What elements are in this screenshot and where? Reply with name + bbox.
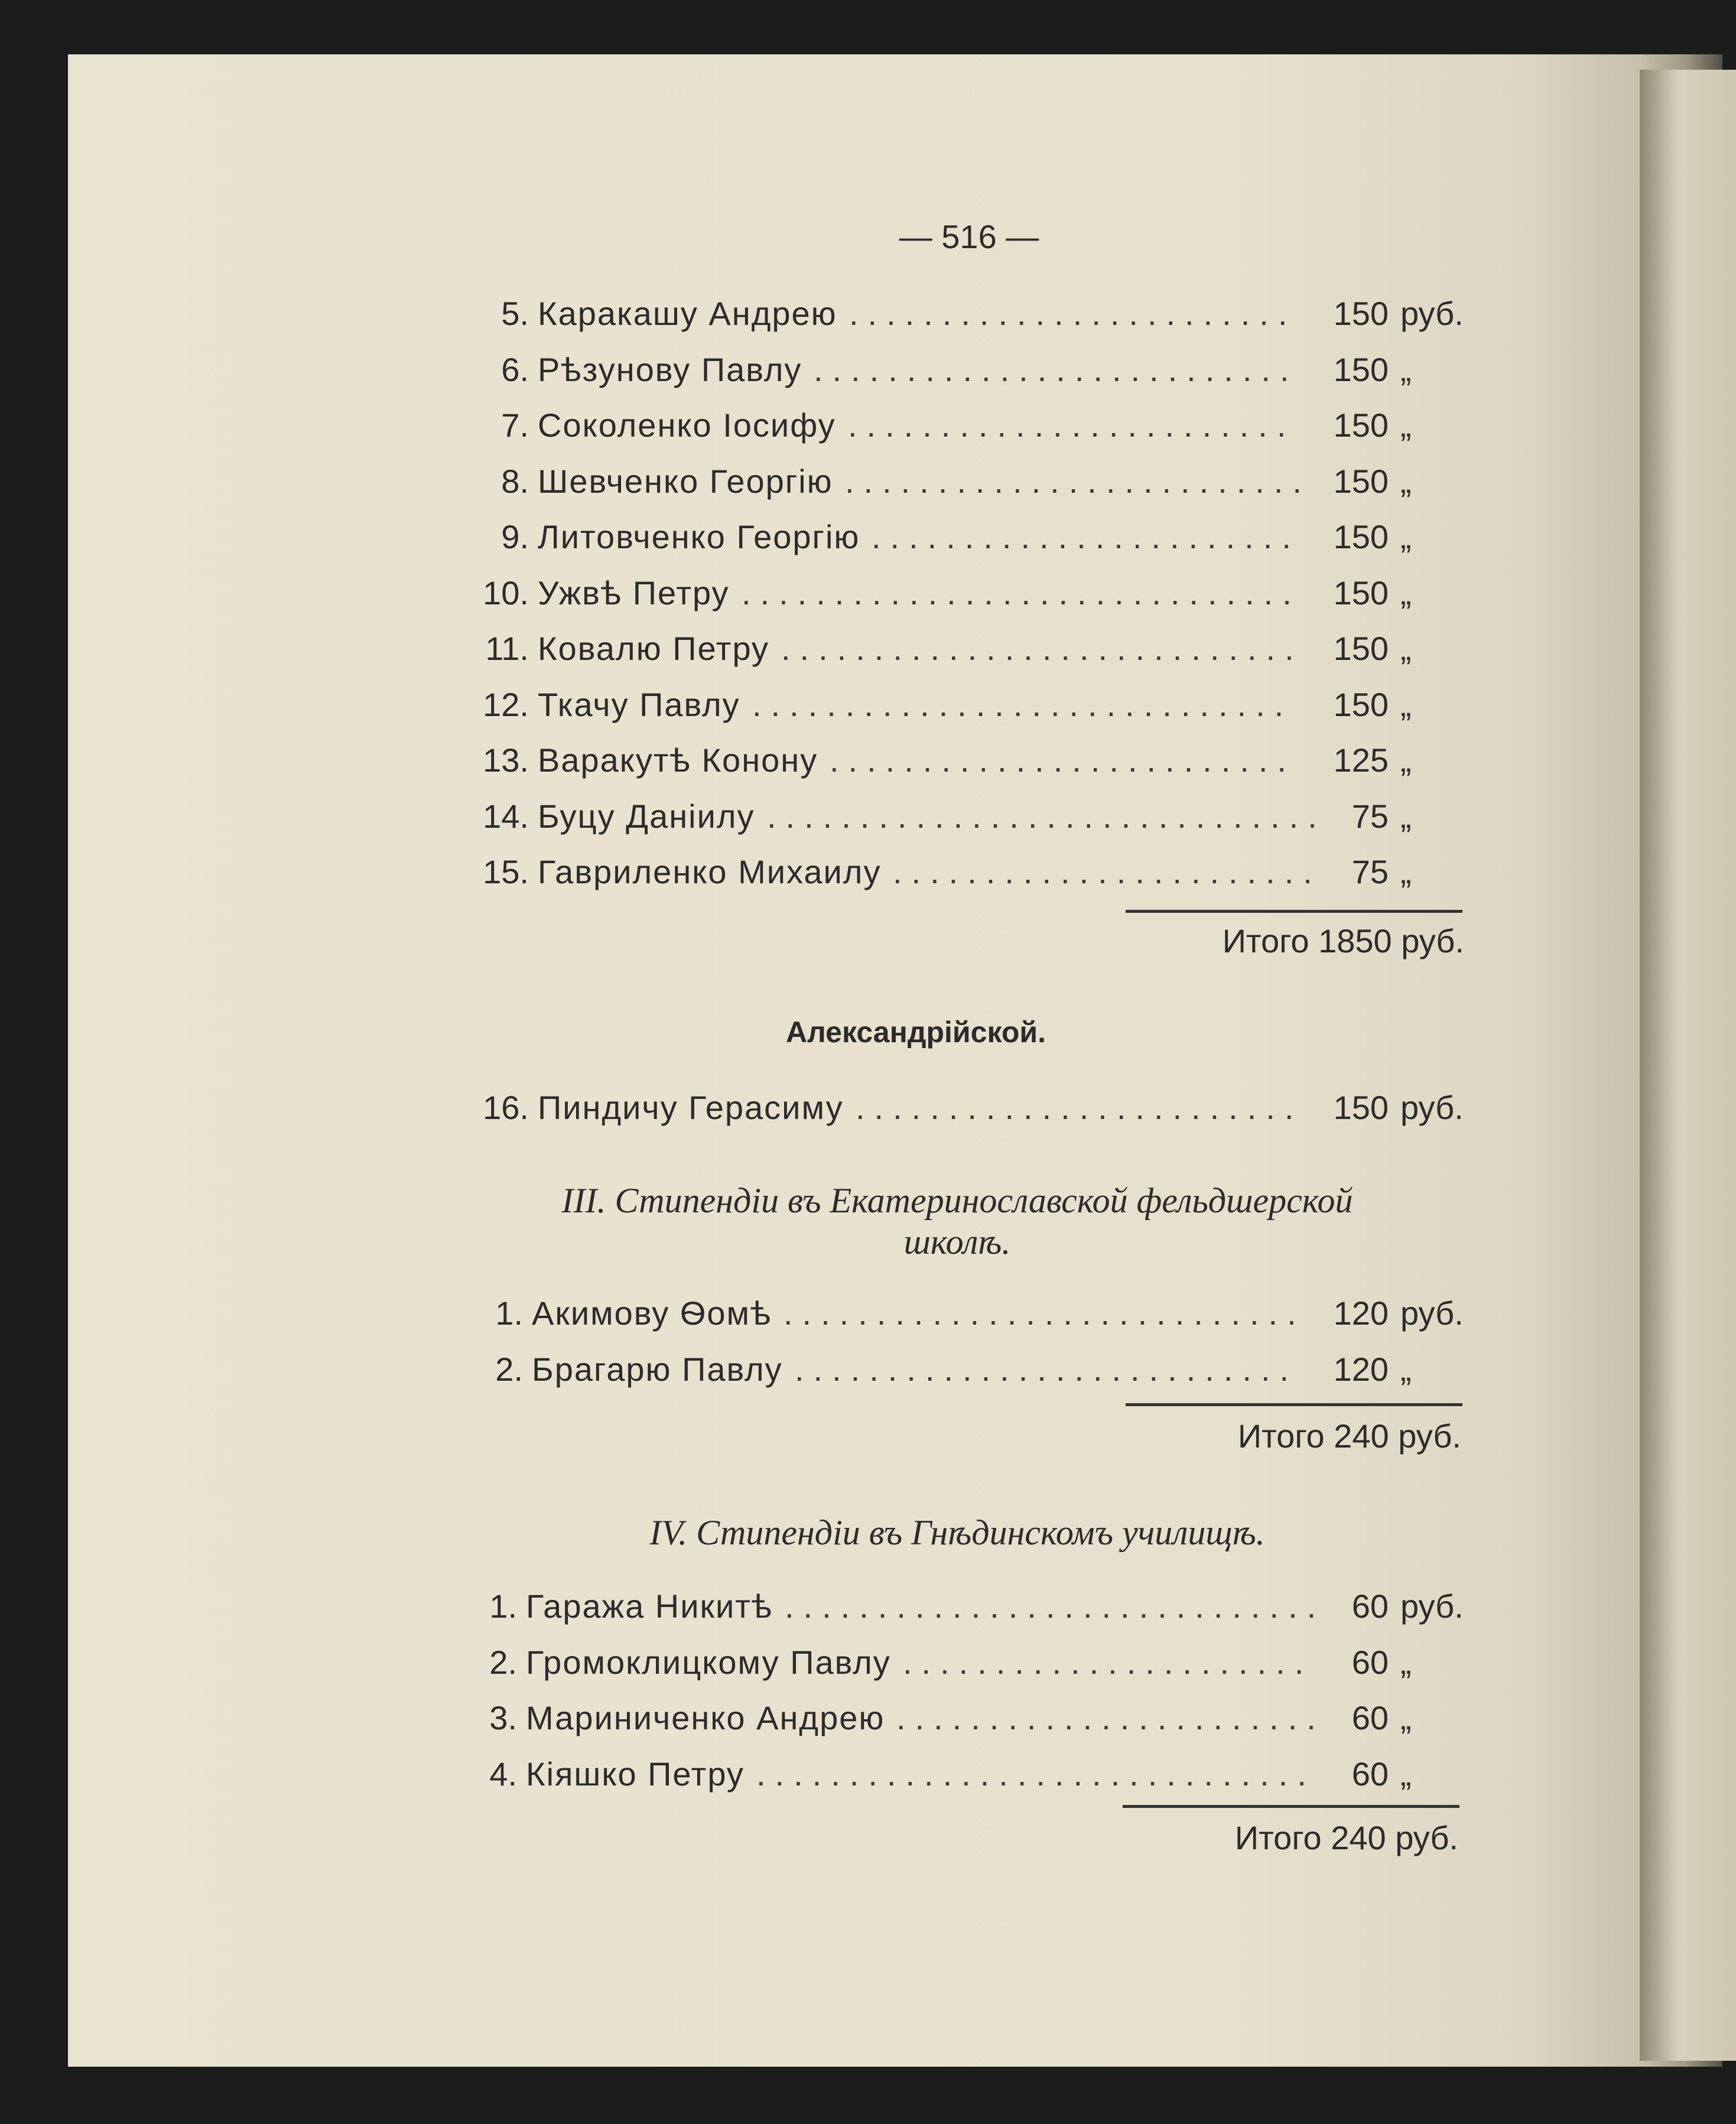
stipend-amount: 120 (1333, 1350, 1389, 1388)
stipend-amount: 60 (1351, 1643, 1389, 1681)
recipient-name: Гаража Никитѣ (526, 1588, 773, 1625)
leader-dots: ......................... (845, 462, 1311, 500)
recipient-name: Ткачу Павлу (538, 685, 740, 723)
row-number: 15. (483, 853, 529, 890)
currency-unit: „ (1400, 797, 1412, 835)
currency-unit: „ (1400, 741, 1412, 779)
list-row (482, 406, 1465, 447)
recipient-name: Буцу Даніилу (538, 797, 755, 835)
leader-dots: .............................. (767, 797, 1327, 835)
subhead-alexandria: Александрійской. (785, 1016, 1046, 1049)
list-row (482, 629, 1465, 671)
leader-dots: ...................... (903, 1643, 1314, 1681)
recipient-name: Литовченко Георгію (538, 518, 860, 555)
row-number: 1. (495, 1294, 523, 1332)
recipient-name: Ужвѣ Петру (538, 574, 730, 611)
recipient-name: Пиндичу Герасиму (538, 1089, 844, 1126)
stipend-amount: 150 (1333, 462, 1389, 500)
leader-dots: ............................. (752, 685, 1293, 723)
recipient-name: Шевченко Георгію (538, 462, 833, 500)
currency-unit: „ (1400, 350, 1412, 388)
row-number: 16. (483, 1089, 529, 1126)
stipend-amount: 120 (1333, 1294, 1389, 1332)
leader-dots: .......................... (814, 350, 1299, 388)
row-number: 6. (501, 350, 529, 388)
currency-unit: руб. (1400, 1588, 1464, 1625)
row-number: 2. (489, 1643, 517, 1681)
recipient-name: Акимову Ѳомѣ (532, 1294, 772, 1332)
row-number: 13. (483, 741, 529, 779)
recipient-name: Каракашу Андрею (538, 295, 837, 332)
stipend-amount: 150 (1333, 1089, 1389, 1126)
row-number: 9. (501, 518, 529, 555)
row-number: 11. (485, 630, 529, 667)
stipend-amount: 150 (1333, 685, 1389, 723)
currency-unit: руб. (1400, 1089, 1464, 1126)
stipend-amount: 75 (1351, 797, 1389, 835)
leader-dots: ........................... (795, 1350, 1299, 1388)
currency-unit: „ (1400, 630, 1412, 667)
currency-unit: „ (1400, 685, 1412, 723)
leader-dots: ......................... (830, 741, 1296, 779)
recipient-name: Варакутѣ Конону (538, 741, 818, 779)
total-a: Итого 1850 руб. (1222, 922, 1464, 959)
list-row (470, 1643, 1465, 1684)
list-row (482, 294, 1465, 336)
leader-dots: ........................ (856, 1089, 1303, 1126)
list-row (482, 518, 1465, 559)
total-iii: Итого 240 руб. (1237, 1417, 1461, 1455)
stipend-amount: 150 (1333, 350, 1389, 388)
list-row (482, 685, 1465, 727)
total-iv: Итого 240 руб. (1234, 1819, 1458, 1856)
list-row (482, 350, 1465, 392)
row-number: 1. (489, 1588, 517, 1625)
leader-dots: ....................... (893, 853, 1322, 890)
currency-unit: руб. (1400, 1294, 1464, 1332)
row-number: 10. (483, 574, 529, 611)
currency-unit: „ (1400, 1350, 1412, 1388)
currency-unit: „ (1400, 1643, 1412, 1681)
list-row (476, 1294, 1465, 1335)
list-row (482, 797, 1465, 838)
currency-unit: „ (1400, 406, 1412, 444)
list-row (482, 462, 1465, 503)
recipient-name: Мариниченко Андрею (526, 1699, 885, 1736)
section-iii-title-line1: III. Стипендіи въ Екатеринославской фельдшерской (561, 1181, 1353, 1220)
row-number: 14. (483, 797, 529, 835)
currency-unit: „ (1400, 574, 1412, 611)
row-number: 8. (501, 462, 529, 500)
leader-dots: .............................. (756, 1755, 1316, 1793)
list-row (482, 741, 1465, 782)
list-row (470, 1587, 1465, 1628)
recipient-name: Брагарю Павлу (532, 1350, 783, 1388)
row-number: 2. (495, 1350, 523, 1388)
total-rule-iv (1123, 1805, 1459, 1808)
leader-dots: ........................ (848, 406, 1296, 444)
currency-unit: „ (1400, 462, 1412, 500)
leader-dots: ........................ (849, 295, 1297, 332)
row-number: 3. (489, 1699, 517, 1736)
list-row (470, 1755, 1465, 1796)
recipient-name: Громоклицкому Павлу (526, 1643, 891, 1681)
list-row (476, 1350, 1465, 1391)
row-number: 4. (489, 1755, 517, 1793)
stipend-amount: 60 (1351, 1699, 1389, 1736)
leader-dots: ............................ (781, 630, 1303, 667)
list-row (470, 1699, 1465, 1740)
stipend-amount: 60 (1351, 1588, 1389, 1625)
recipient-name: Гавриленко Михаилу (538, 853, 882, 890)
stipend-amount: 60 (1351, 1755, 1389, 1793)
list-row (482, 574, 1465, 615)
stipend-amount: 150 (1333, 406, 1389, 444)
currency-unit: „ (1400, 1699, 1412, 1736)
currency-unit: „ (1400, 853, 1412, 890)
row-number: 7. (501, 406, 529, 444)
stipend-amount: 75 (1351, 853, 1389, 890)
stipend-amount: 150 (1333, 630, 1389, 667)
section-iii-title-line2: школѣ. (903, 1222, 1011, 1261)
currency-unit: „ (1400, 518, 1412, 555)
stipend-amount: 150 (1333, 295, 1389, 332)
currency-unit: „ (1400, 1755, 1412, 1793)
stipend-amount: 125 (1333, 741, 1389, 779)
stipend-amount: 150 (1333, 518, 1389, 555)
leader-dots: ............................ (784, 1294, 1306, 1332)
recipient-name: Ковалю Петру (538, 630, 769, 667)
list-row (482, 1088, 1465, 1130)
row-number: 12. (483, 685, 529, 723)
recipient-name: Рѣзунову Павлу (538, 350, 802, 388)
page-number: — 516 — (899, 218, 1039, 255)
stipend-amount: 150 (1333, 574, 1389, 611)
total-rule-a (1126, 910, 1462, 913)
total-rule-iii (1126, 1403, 1462, 1406)
row-number: 5. (501, 295, 529, 332)
leader-dots: .............................. (742, 574, 1301, 611)
leader-dots: ............................. (785, 1588, 1326, 1625)
list-row (482, 853, 1465, 894)
section-iv-title: IV. Стипендіи въ Гнѣдинскомъ училищѣ. (649, 1513, 1265, 1552)
recipient-name: Кіяшко Петру (526, 1755, 745, 1793)
recipient-name: Соколенко Іосифу (538, 406, 836, 444)
leader-dots: ....................... (872, 518, 1301, 555)
currency-unit: руб. (1400, 295, 1464, 332)
leader-dots: ....................... (896, 1699, 1325, 1736)
